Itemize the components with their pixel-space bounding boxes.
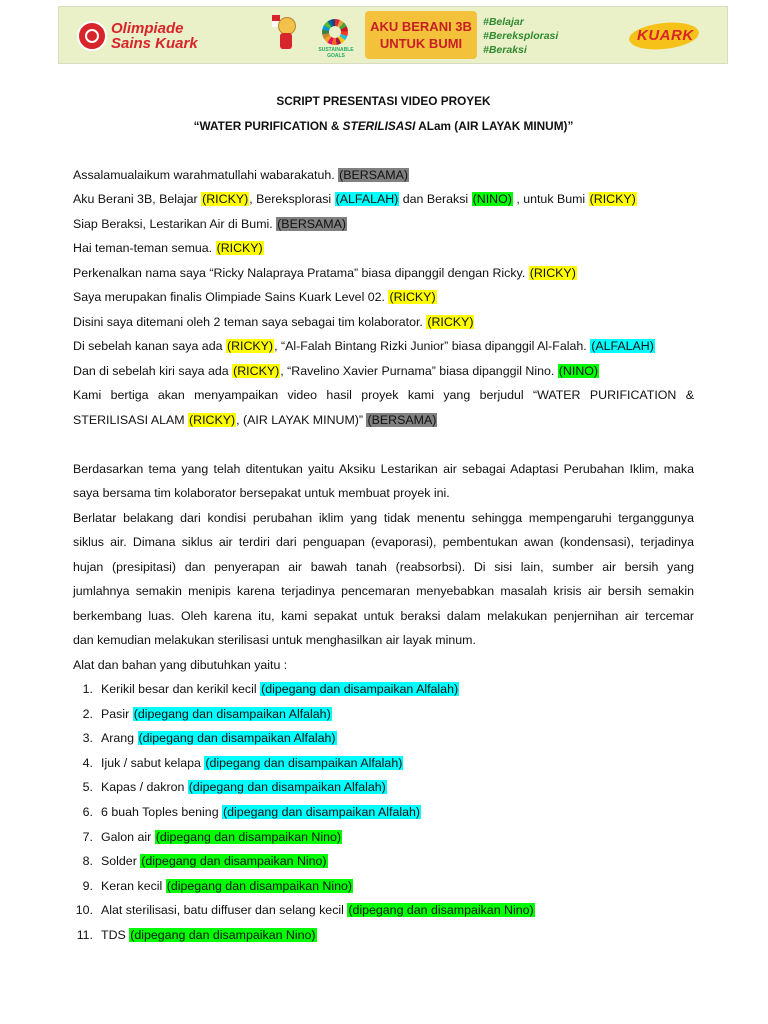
script-line: Di sebelah kanan saya ada (RICKY), “Al-Falah Bintang Rizki Junior” biasa dipanggil Al-Falah. (ALFALAH) (73, 339, 654, 353)
campaign-title-line2: UNTUK BUMI (379, 36, 463, 51)
hashtag-list (483, 15, 558, 57)
document-subtitle: “WATER PURIFICATION & STERILISASI ALam (AIR LAYAK MINUM)” (193, 119, 574, 133)
speaker-note: (dipegang dan disampaikan Nino) (166, 879, 353, 893)
script-line: STERILISASI ALAM (RICKY), (AIR LAYAK MINUM)” (BERSAMA) (73, 413, 437, 427)
logo-text-line1: Olimpiade (111, 20, 184, 37)
list-item (101, 827, 342, 847)
list-item (101, 728, 337, 748)
list-item-number: 10. (75, 903, 93, 917)
paragraph-line: dan kemudian melakukan sterilisasi untuk menghasilkan air layak minum. (73, 633, 476, 647)
speaker-note: (dipegang dan disampaikan Nino) (155, 830, 342, 844)
speaker-tag: (RICKY) (427, 315, 474, 329)
speaker-note: (dipegang dan disampaikan Alfalah) (188, 780, 386, 794)
list-item (101, 753, 403, 773)
paragraph-line: hujan (presipitasi) dan penyerapan air bawah tanah (reabsorbsi). Di sisi lain, sumber air bersih yang (73, 560, 694, 574)
speaker-tag: (BERSAMA) (367, 413, 437, 427)
list-item-number: 6. (82, 805, 93, 819)
list-item (101, 851, 328, 871)
script-line: Siap Beraksi, Lestarikan Air di Bumi. (BERSAMA) (73, 217, 347, 231)
speaker-tag: (BERSAMA) (277, 217, 347, 231)
speaker-tag: (NINO) (472, 192, 512, 206)
speaker-tag: (RICKY) (216, 241, 263, 255)
speaker-note: (dipegang dan disampaikan Nino) (348, 903, 534, 917)
script-line: Perkenalkan nama saya “Ricky Nalapraya Pratama” biasa dipanggil dengan Ricky. (RICKY) (73, 266, 576, 280)
speaker-tag: (RICKY) (226, 339, 274, 353)
list-item (101, 900, 535, 920)
paragraph-line: saya bersama tim kolaborator bersepakat untuk membuat proyek ini. (73, 486, 450, 500)
list-item-text: Alat sterilisasi, batu diffuser dan selang kecil (101, 903, 348, 917)
script-line: Assalamualaikum warahmatullahi wabarakatuh. (BERSAMA) (73, 168, 409, 182)
list-item-number: 11. (76, 928, 93, 942)
hashtag: #Belajar (483, 16, 524, 28)
list-item-text: Keran kecil (101, 879, 166, 893)
list-item-number: 2. (82, 707, 93, 721)
list-item-text: 6 buah Toples bening (101, 805, 223, 819)
speaker-tag: (RICKY) (529, 266, 576, 280)
speaker-tag: (RICKY) (202, 192, 249, 206)
list-item-text: Galon air (101, 830, 155, 844)
hashtag: #Bereksplorasi (483, 30, 559, 42)
script-line: Hai teman-teman semua. (RICKY) (73, 241, 263, 255)
list-item-text: Solder (101, 854, 141, 868)
list-item-number: 9. (82, 879, 93, 893)
header-banner (58, 6, 728, 64)
speaker-tag: (BERSAMA) (339, 168, 409, 182)
list-item (101, 802, 421, 822)
speaker-tag: (RICKY) (189, 413, 236, 427)
script-line: Saya merupakan finalis Olimpiade Sains Kuark Level 02. (RICKY) (73, 290, 436, 304)
kuark-logo (629, 21, 699, 51)
speaker-tag: (ALFALAH) (335, 192, 399, 206)
speaker-note: (dipegang dan disampaikan Alfalah) (223, 805, 421, 819)
document-title: SCRIPT PRESENTASI VIDEO PROYEK (276, 94, 491, 108)
list-item-number: 1. (82, 682, 93, 696)
olimpiade-sains-kuark-logo (77, 17, 217, 55)
list-item (101, 777, 387, 797)
list-item (101, 925, 317, 945)
sdg-wheel-icon (322, 19, 348, 45)
sdg-label: SUSTAINABLE GOALS (318, 47, 354, 59)
speaker-tag: (RICKY) (589, 192, 636, 206)
script-line: Kami bertiga akan menyampaikan video hasil proyek kami yang berjudul “WATER PURIFICATION & (73, 388, 694, 402)
hashtag: #Beraksi (483, 44, 527, 56)
list-item (101, 679, 459, 699)
speaker-note: (dipegang dan disampaikan Alfalah) (138, 731, 336, 745)
mascot-icon (272, 15, 300, 57)
list-item-text: Arang (101, 731, 138, 745)
speaker-tag: (ALFALAH) (591, 339, 654, 353)
speaker-tag: (RICKY) (233, 364, 280, 378)
script-line: Dan di sebelah kiri saya ada (RICKY), “Ravelino Xavier Purnama” biasa dipanggil Nino. (NINO) (73, 364, 599, 378)
speaker-tag: (RICKY) (389, 290, 436, 304)
list-item-text: Kerikil besar dan kerikil kecil (101, 682, 261, 696)
campaign-title-line1: AKU BERANI 3B (370, 19, 472, 34)
speaker-note: (dipegang dan disampaikan Alfalah) (261, 682, 459, 696)
list-item-text: Kapas / dakron (101, 780, 188, 794)
list-intro: Alat dan bahan yang dibutuhkan yaitu : (73, 658, 288, 672)
list-item-text: Ijuk / sabut kelapa (101, 756, 205, 770)
paragraph-line: jumlahnya semakin menipis karena terjadinya pencemaran menyebabkan masalah krisis air bersih semakin (73, 584, 694, 598)
script-line: Disini saya ditemani oleh 2 teman saya sebagai tim kolaborator. (RICKY) (73, 315, 474, 329)
globe-icon (77, 21, 107, 51)
list-item-number: 5. (82, 780, 93, 794)
list-item-number: 7. (82, 830, 93, 844)
speaker-note: (dipegang dan disampaikan Nino) (141, 854, 327, 868)
paragraph-line: Berlatar belakang dari kondisi perubahan iklim yang tidak menentu sehingga mempengaruhi terganggunya (73, 511, 694, 525)
list-item-number: 8. (82, 854, 93, 868)
speaker-note: (dipegang dan disampaikan Alfalah) (205, 756, 403, 770)
list-item (101, 876, 353, 896)
logo-text-line2: Sains Kuark (111, 35, 198, 52)
sdg-logo (316, 17, 356, 59)
list-item-number: 4. (82, 756, 93, 770)
list-item (101, 704, 332, 724)
list-item-number: 3. (82, 731, 93, 745)
list-item-text: TDS (101, 928, 130, 942)
campaign-title (365, 11, 477, 59)
paragraph-line: Berdasarkan tema yang telah ditentukan yaitu Aksiku Lestarikan air sebagai Adaptasi Perubahan Iklim, maka (73, 462, 694, 476)
speaker-note: (dipegang dan disampaikan Nino) (130, 928, 316, 942)
script-line: Aku Berani 3B, Belajar (RICKY), Bereksplorasi (ALFALAH) dan Beraksi (NINO) , untuk Bumi (RICKY) (73, 192, 636, 206)
paragraph-line: siklus air. Dimana siklus air terdiri dari penguapan (evaporasi), pembentukan awan (kondensasi), terjadinya (73, 535, 694, 549)
speaker-note: (dipegang dan disampaikan Alfalah) (133, 707, 331, 721)
list-item-text: Pasir (101, 707, 133, 721)
paragraph-line: berkembang luas. Oleh karena itu, kami sepakat untuk beraksi dalam melakukan penjernihan air tercemar (73, 609, 694, 623)
kuark-logo-text: KUARK (637, 27, 694, 44)
speaker-tag: (NINO) (558, 364, 599, 378)
